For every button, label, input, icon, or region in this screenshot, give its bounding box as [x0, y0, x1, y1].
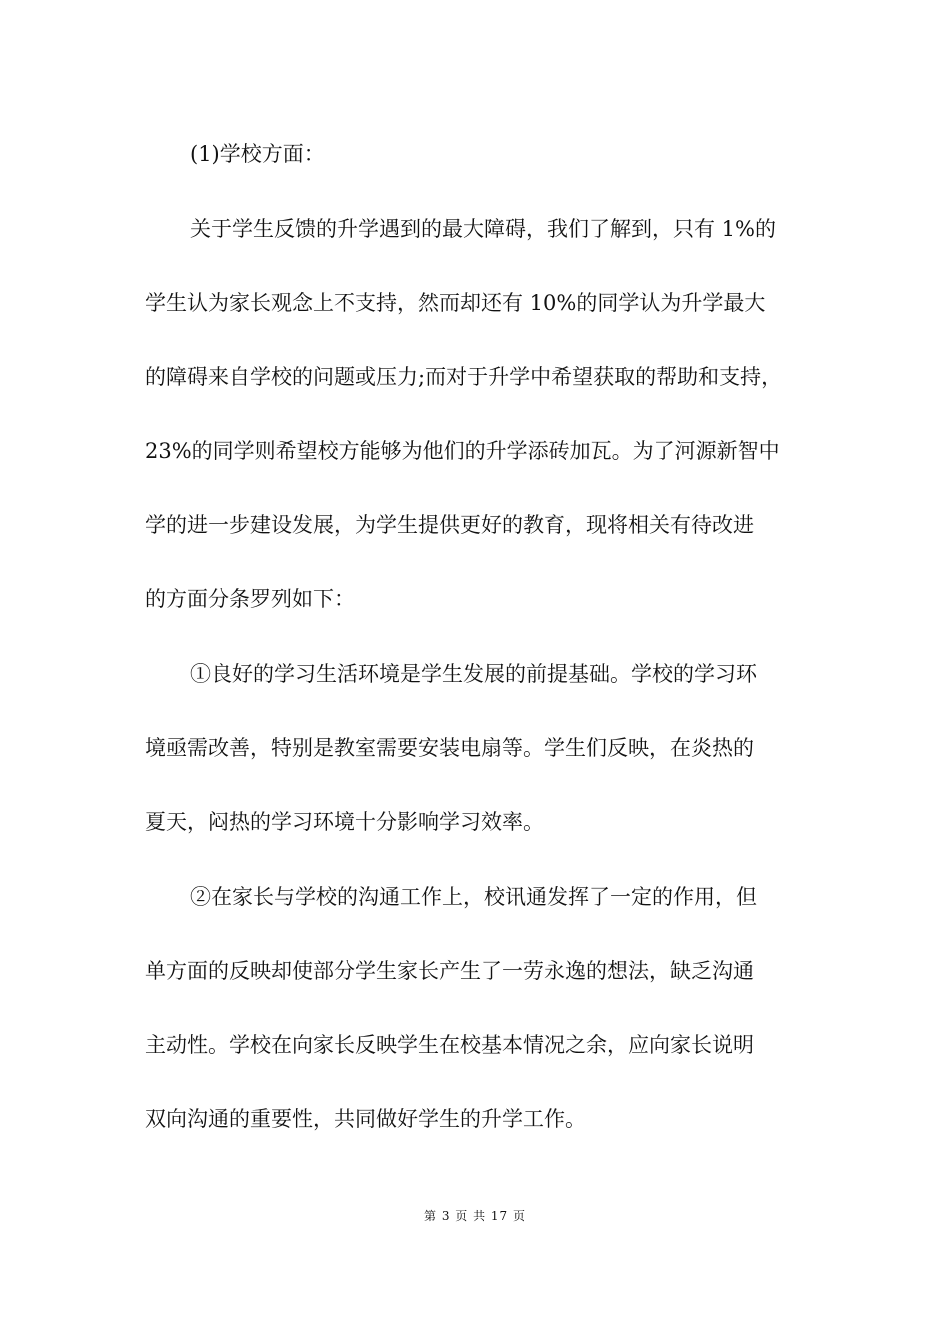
- paragraph-line: 夏天，闷热的学习环境十分影响学习效率。: [145, 810, 544, 834]
- paragraph-line: ①良好的学习生活环境是学生发展的前提基础。学校的学习环: [190, 662, 757, 686]
- section-heading: (1)学校方面：: [190, 142, 325, 166]
- paragraph-line: 学的进一步建设发展，为学生提供更好的教育，现将相关有待改进: [145, 513, 754, 537]
- paragraph-line: 境亟需改善，特别是教室需要安装电扇等。学生们反映，在炎热的: [145, 736, 754, 760]
- page-footer: 第 3 页 共 17 页: [424, 1209, 526, 1223]
- paragraph-line: 23%的同学则希望校方能够为他们的升学添砖加瓦。为了河源新智中: [145, 439, 780, 463]
- paragraph-line: 学生认为家长观念上不支持，然而却还有 10%的同学认为升学最大: [145, 291, 766, 315]
- paragraph-line: 双向沟通的重要性，共同做好学生的升学工作。: [145, 1107, 586, 1131]
- paragraph-line: 单方面的反映却使部分学生家长产生了一劳永逸的想法，缺乏沟通: [145, 959, 754, 983]
- paragraph-line: ②在家长与学校的沟通工作上，校讯通发挥了一定的作用，但: [190, 885, 757, 909]
- paragraph-line: 关于学生反馈的升学遇到的最大障碍，我们了解到，只有 1%的: [190, 217, 776, 241]
- paragraph-line: 的障碍来自学校的问题或压力;而对于升学中希望获取的帮助和支持，: [145, 365, 783, 389]
- paragraph-line: 主动性。学校在向家长反映学生在校基本情况之余，应向家长说明: [145, 1033, 754, 1057]
- paragraph-line: 的方面分条罗列如下：: [145, 587, 355, 611]
